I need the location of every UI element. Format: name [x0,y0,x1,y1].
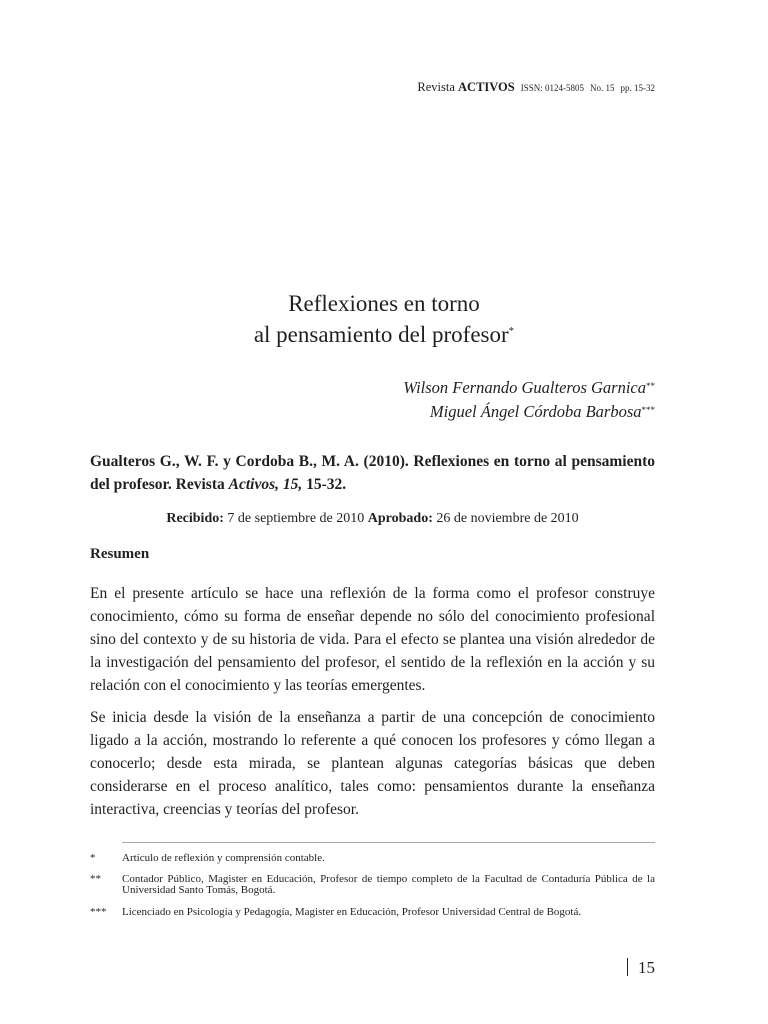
footnote-2 [90,874,655,896]
received-date: 7 de septiembre de 2010 [223,511,368,526]
abstract-heading: Resumen [90,546,150,562]
footnote-1-mark: * [90,852,96,864]
running-header [417,80,655,95]
article-title [0,288,768,350]
approved-label: Aprobado: [367,511,433,526]
footnote-3-text: Licenciado en Psicología y Pedagogía, Magister en Educación, Profesor Universidad Central de Bogotá. [122,906,582,918]
submission-dates [90,511,655,527]
footnote-1 [90,853,655,864]
page-number: 15 [627,958,655,978]
abstract-paragraph-2: Se inicia desde la visión de la enseñanza a partir de una concepción de conocimiento ligado a la acción, mostrando lo referente a qué conocen los profesores y cómo llegan a conocerlo; desde esta mirada, se plantean algunas categorías básicas que deben considerarse en el proceso analítico, tales como: pensamientos durante la enseñanza interactiva, creencias y teorías del profesor. [90,709,655,818]
issue-number: No. 15 [590,83,615,93]
footnote-2-text: Contador Público, Magister en Educación, Profesor de tiempo completo de la Facultad de Contaduría Pública de la Universidad Santo Tomás, Bogotá. [122,873,655,896]
author-1: Wilson Fernando Gualteros Garnica** [403,378,655,397]
abstract-paragraph-1: En el presente artículo se hace una reflexión de la forma como el profesor construye conocimiento, cómo su forma de enseñar depende no sólo del conocimiento profesional sino del contexto y de su historia de vida. Para el efecto se plantea una visión alrededor de la investigación del pensamiento del profesor, el sentido de la reflexión en la acción y su relación con el conocimiento y las teorías emergentes. [90,585,655,694]
citation: Gualteros G., W. F. y Cordoba B., M. A. (2010). Reflexiones en torno al pensamiento del profesor. Revista Activos, 15, 15-32. [90,453,655,493]
footnote-1-text: Artículo de reflexión y comprensión contable. [122,852,325,864]
received-label: Recibido: [166,511,224,526]
footnote-3-mark: *** [90,906,107,918]
citation-journal: Activos, 15, [228,476,303,493]
title-line-2: al pensamiento del profesor* [253,322,515,347]
footnote-3 [90,907,655,918]
page-range: pp. 15-32 [620,83,655,93]
author-1-mark: ** [646,381,655,391]
author-list [403,376,655,424]
footnote-divider [122,842,655,843]
author-2-mark: *** [641,405,655,415]
approved-date: 26 de noviembre de 2010 [432,511,579,526]
journal-name: ACTIVOS [458,80,515,94]
issn: ISSN: 0124-5805 [520,83,584,93]
page-number-divider [627,958,628,976]
footnote-2-mark: ** [90,873,101,885]
title-footnote-mark: * [508,325,515,337]
title-line-1: Reflexiones en torno [288,291,480,316]
journal-title: Revista ACTIVOS [417,80,515,94]
author-2: Miguel Ángel Córdoba Barbosa*** [429,402,655,421]
